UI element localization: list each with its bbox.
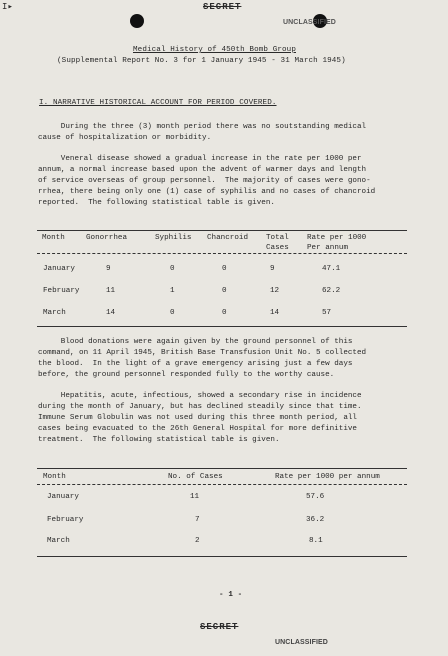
table1-row-february-chancroid: 0 bbox=[222, 287, 227, 295]
table2-row-january-cases: 11 bbox=[190, 493, 200, 501]
table1-row-march-syphilis: 0 bbox=[170, 309, 175, 317]
page-number: - 1 - bbox=[219, 591, 243, 599]
table2-row-january-month: January bbox=[47, 493, 79, 501]
classification-label: UNCLASSIFIED bbox=[283, 19, 336, 26]
paragraph-morbidity: During the three (3) month period there was no soutstanding medical cause of hospitalization or morbidity. bbox=[38, 123, 367, 142]
table1-row-march-rate: 57 bbox=[322, 309, 332, 317]
table2-header-rate: Rate per 1000 per annum bbox=[275, 473, 380, 481]
table2-header-cases: No. of Cases bbox=[168, 473, 223, 481]
table1-row-february-total: 12 bbox=[270, 287, 280, 295]
paragraph-hepatitis: Hepatitis, acute, infectious, showed a secondary rise in incidence during the month of January, but has declined steadily since that time. Immune Serum Globulin was not used during this three month period, all cases being evacuated to the 26th General Hospital for more definitive treatment. The following statistical table is given. bbox=[38, 392, 362, 444]
table1-header-gonorrhea: Gonorrhea bbox=[86, 234, 128, 242]
table2-row-february-rate: 36.2 bbox=[306, 516, 325, 524]
paragraph-blood-donations: Blood donations were again given by the ground personnel of this command, on 11 April 1945, British Base Transfusion Unit No. 5 collected the blood. In the light of a grave emergency arising just a few days before, the ground personnel responded fully to the worthy cause. bbox=[38, 338, 367, 379]
table1-row-january-total: 9 bbox=[270, 265, 275, 273]
table1-row-february-month: February bbox=[43, 287, 80, 295]
paragraph-venereal-disease: Veneral disease showed a gradual increase in the rate per 1000 per annum, a normal increase based upon the advent of warmer days and length of service overseas of group personnel. The majority of cases were gono- rrhea, there being only one (1) case of syphilis and no cases of chancroid reported. The following statistical table is given. bbox=[38, 155, 376, 207]
table1-row-january-month: January bbox=[43, 265, 75, 273]
table2-row-march-cases: 2 bbox=[195, 537, 200, 545]
table1-header-rate: Rate per 1000 Per annum bbox=[307, 234, 367, 252]
table2-row-february-cases: 7 bbox=[195, 516, 200, 524]
table1-row-february-rate: 62.2 bbox=[322, 287, 341, 295]
table1-bottom-rule bbox=[37, 326, 407, 327]
table2-top-rule bbox=[37, 468, 407, 469]
table1-row-march-month: March bbox=[43, 309, 66, 317]
table2-row-february-month: February bbox=[47, 516, 84, 524]
table1-top-rule bbox=[37, 230, 407, 231]
punch-hole-left bbox=[130, 14, 144, 28]
bottom-classification-label: UNCLASSIFIED bbox=[275, 639, 328, 646]
table1-row-january-gonorrhea: 9 bbox=[106, 265, 111, 273]
table2-header-month: Month bbox=[43, 473, 66, 481]
table2-header-rule bbox=[37, 484, 407, 485]
table1-header-chancroid: Chancroid bbox=[207, 234, 249, 242]
table1-header-rule bbox=[37, 253, 407, 254]
table2-row-january-rate: 57.6 bbox=[306, 493, 325, 501]
table2-row-march-rate: 8.1 bbox=[309, 537, 323, 545]
bottom-classification-stamp: SECRET bbox=[200, 622, 239, 632]
corner-mark: I▸ bbox=[2, 2, 14, 12]
table1-header-total-cases: Total Cases bbox=[266, 234, 289, 252]
table1-row-january-rate: 47.1 bbox=[322, 265, 341, 273]
table1-row-march-gonorrhea: 14 bbox=[106, 309, 116, 317]
table1-header-syphilis: Syphilis bbox=[155, 234, 192, 242]
table1-row-january-chancroid: 0 bbox=[222, 265, 227, 273]
document-title: Medical History of 450th Bomb Group bbox=[133, 46, 296, 54]
section-heading: I. NARRATIVE HISTORICAL ACCOUNT FOR PERIOD COVERED. bbox=[39, 99, 277, 107]
table1-header-month: Month bbox=[42, 234, 65, 242]
table1-row-march-chancroid: 0 bbox=[222, 309, 227, 317]
table2-bottom-rule bbox=[37, 556, 407, 557]
top-classification-stamp: SECRET bbox=[203, 2, 242, 12]
table1-row-february-syphilis: 1 bbox=[170, 287, 175, 295]
document-subtitle: (Supplemental Report No. 3 for 1 January 1945 - 31 March 1945) bbox=[57, 57, 346, 65]
table1-row-february-gonorrhea: 11 bbox=[106, 287, 116, 295]
table1-row-january-syphilis: 0 bbox=[170, 265, 175, 273]
table1-row-march-total: 14 bbox=[270, 309, 280, 317]
table2-row-march-month: March bbox=[47, 537, 70, 545]
